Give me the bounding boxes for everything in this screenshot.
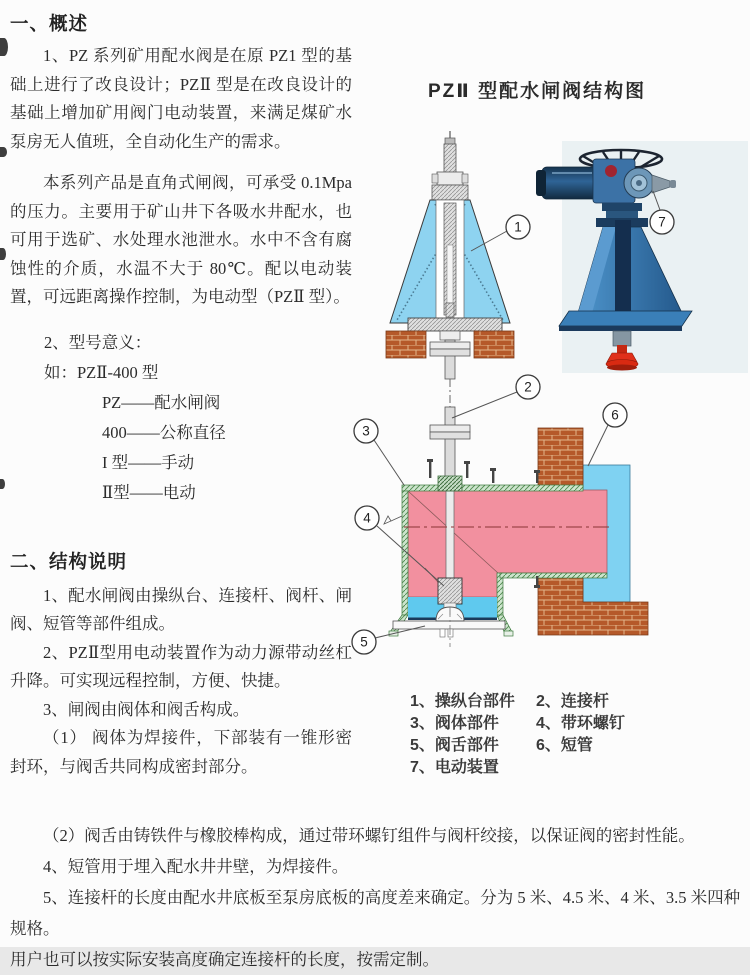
- bonnet-gland: [438, 476, 462, 491]
- structure-heading: 二、结构说明: [10, 550, 128, 572]
- stem-foot: [446, 303, 454, 317]
- tongue-leg: [448, 629, 453, 637]
- rod-flange: [430, 432, 470, 439]
- overview-heading: 一、概述: [10, 13, 89, 34]
- overview-paragraph-2: 本系列产品是直角式闸阀，可承受 0.1Mpa 的压力。主要用于矿山井下各吸水井配水，也可用于选矿、水处理水池泄水。水中不含有腐蚀性的介质，水温不大于 80℃。配以电动装置，可远距离操作控制，为电动型（PZⅡ 型）。: [10, 173, 352, 306]
- console-base-plate: [408, 318, 502, 331]
- scan-smudge: [0, 248, 6, 260]
- console-diagram: [386, 131, 514, 358]
- collar-lug: [432, 174, 438, 183]
- tongue-stem: [446, 491, 454, 578]
- tongue-leg: [440, 629, 445, 637]
- callout-number: 6: [611, 407, 619, 423]
- callout-number: 5: [360, 634, 368, 650]
- valve-structure-diagram: [340, 125, 750, 685]
- pedestal-column: [615, 220, 631, 313]
- bottom-text-block: [10, 820, 742, 975]
- base-plate: [559, 311, 692, 326]
- structure-paragraph-3b: （2）阀舌由铸铁件与橡胶棒构成，通过带环螺钉组件与阀杆绞接，以保证阀的密封性能。: [43, 826, 695, 845]
- actuator-motor: [542, 167, 598, 199]
- model-meaning-heading: 2、型号意义：: [44, 332, 152, 352]
- bell-foot-right: [504, 631, 513, 636]
- overview-paragraph-1: 1、PZ 系列矿用配水阀是在原 PZ1 型的基础上进行了改良设计；PZⅡ 型是在改良设计的基础上增加矿用阀门电动装置，来满足煤矿水泵房无人值班，全自动化生产的需求。: [10, 46, 352, 151]
- valve-body-diagram: [384, 428, 648, 647]
- model-example: 如：PZⅡ-400 型: [44, 362, 159, 382]
- parts-legend: [410, 691, 700, 778]
- legend-item: 6、短管: [536, 737, 593, 754]
- scan-smudge: [0, 479, 5, 489]
- side-wheel-center: [636, 180, 642, 186]
- structure-paragraph-3: 3、闸阀由阀体和阀舌构成。: [43, 699, 250, 719]
- red-stem: [617, 345, 627, 354]
- callout-number: 2: [524, 379, 532, 395]
- rod-flange: [430, 425, 470, 432]
- scan-smudge: [0, 38, 8, 56]
- weld-symbol: [391, 516, 402, 521]
- motor-endcap: [536, 170, 546, 196]
- legend-item: 4、带环螺钉: [536, 715, 625, 732]
- brick-base-right: [474, 331, 514, 358]
- structure-paragraph-4: 4、短管用于埋入配水井井壁，为焊接件。: [43, 857, 349, 876]
- model-item: 400——公称直径: [102, 422, 226, 442]
- structure-paragraph-3a: （1） 阀体为焊接件，下部装有一锥形密封环，与阀舌共同构成密封部分。: [10, 728, 352, 776]
- stem-slot: [447, 245, 453, 303]
- callout-number: 3: [362, 423, 370, 439]
- left-text-column: [10, 10, 352, 781]
- legend-item: 3、阀体部件: [410, 715, 499, 732]
- callout-2: [452, 375, 540, 418]
- structure-paragraph-2: 2、PZⅡ型用电动装置作为动力源带动丝杠升降。可实现远程控制，方便、快捷。: [10, 642, 352, 690]
- stem-collar: [437, 172, 463, 185]
- actuator-flange: [602, 203, 642, 211]
- legend-item: 5、阀舌部件: [410, 737, 499, 754]
- actuator-flange: [606, 211, 638, 218]
- callout-number: 7: [658, 214, 666, 230]
- bell-bottom-plate: [393, 621, 505, 629]
- model-item: I 型——手动: [102, 452, 195, 472]
- legend-item: 7、电动装置: [410, 759, 499, 776]
- rod-flange: [430, 342, 470, 349]
- callout-5: [352, 626, 425, 654]
- duct-bottom-wall: [500, 573, 607, 578]
- actuator-photo: [536, 141, 748, 373]
- callout-3: [354, 419, 404, 485]
- model-item: PZ——配水闸阀: [102, 392, 221, 412]
- legend-item: 1、操纵台部件: [410, 693, 515, 710]
- body-right-wall: [497, 573, 503, 617]
- brick-base-left: [386, 331, 426, 358]
- console-top-cap: [432, 185, 468, 200]
- collar-lug: [462, 174, 468, 183]
- base-gland: [440, 331, 460, 340]
- base-plate-edge: [559, 326, 682, 331]
- red-foot-shadow: [607, 365, 637, 371]
- callout-number: 1: [514, 219, 522, 235]
- nameplate-badge: [605, 165, 617, 177]
- structure-paragraph-5b: 用户也可以按实际安装高度确定连接杆的长度，按需定制。: [10, 950, 439, 969]
- brick-wall-upper: [538, 428, 583, 487]
- structure-paragraph-5: 5、连接杆的长度由配水井底板至泵房底板的高度差来确定。分为 5 米、4.5 米、4 米、3.5 米四种规格。: [10, 888, 741, 938]
- figure-title: PZⅡ 型配水闸阀结构图: [428, 81, 647, 102]
- callout-number: 4: [363, 510, 371, 526]
- rod-flange: [430, 349, 470, 356]
- structure-paragraph-1: 1、配水闸阀由操纵台、连接杆、阀杆、闸阀、短管等部件组成。: [10, 585, 352, 633]
- stem-nut: [613, 331, 631, 346]
- model-item: Ⅱ型——电动: [102, 482, 196, 502]
- valve-stem-upper: [444, 144, 456, 174]
- nose-tip: [670, 180, 676, 188]
- body-top-wall: [402, 485, 583, 491]
- ring-screw-block: [438, 578, 462, 604]
- weld-symbol-flag: [384, 516, 391, 524]
- callout-6: [588, 403, 627, 466]
- scan-smudge: [0, 147, 7, 157]
- legend-item: 2、连接杆: [536, 693, 609, 710]
- rod-lower: [445, 407, 455, 487]
